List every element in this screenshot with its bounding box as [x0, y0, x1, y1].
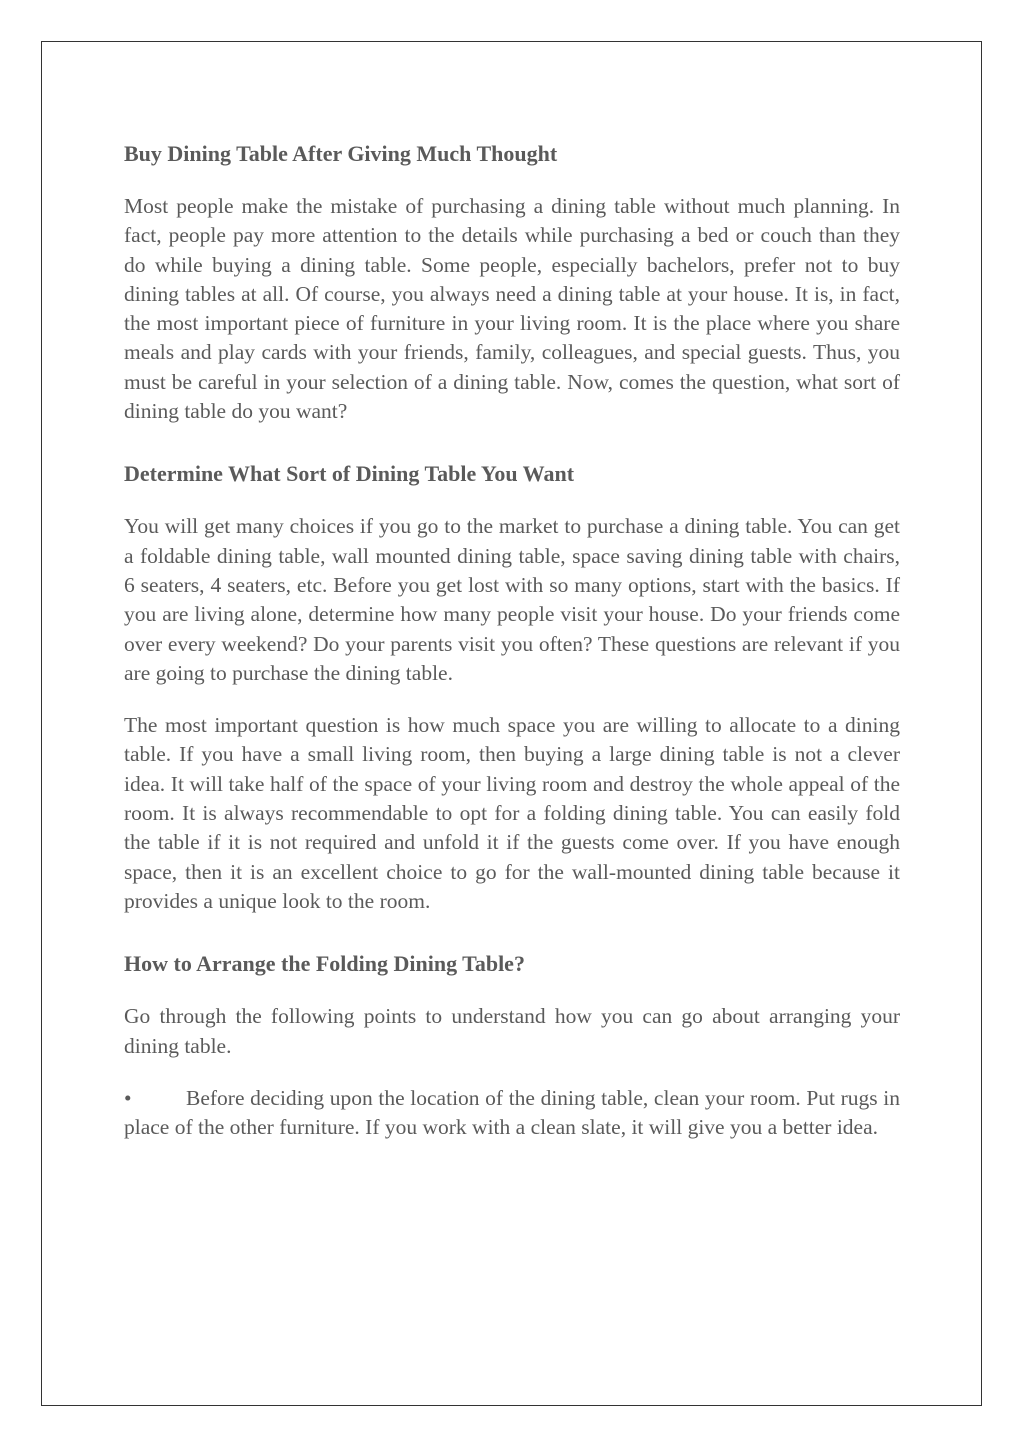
section-heading-determine-sort: Determine What Sort of Dining Table You Want — [124, 461, 575, 487]
document-body — [124, 138, 900, 1142]
bullet-item — [124, 1084, 900, 1143]
section-heading-buy-dining-table: Buy Dining Table After Giving Much Thought — [124, 141, 558, 166]
paragraph-space: The most important question is how much space you are willing to allocate to a dining table. If you have a small living room, then buying a large dining table is not a clever idea. It will take half of the space of your living room and destroy the whole appeal of the room. It is always recommendable to opt for a folding dining table. You can easily fold the table if it is not required and unfold it if the guests come over. If you have enough space, then it is an excellent choice to go for the wall-mounted dining table because it provides a unique look to the room. — [124, 713, 900, 913]
paragraph-intro: Most people make the mistake of purchasing a dining table without much planning. In fact, people pay more attention to the details while purchasing a bed or couch than they do while buying a dining table. Some people, especially bachelors, prefer not to buy dining tables at all. Of course, you always need a dining table at your house. It is, in fact, the most important piece of furniture in your living room. It is the place where you share meals and play cards with your friends, family, colleagues, and special guests. Thus, you must be careful in your selection of a dining table. Now, comes the question, what sort of dining table do you want? — [124, 194, 900, 424]
bullet-text: Before deciding upon the location of the dining table, clean your room. Put rugs in place of the other furniture. If you work with a clean slate, it will give you a better idea. — [124, 1085, 900, 1140]
paragraph-choices: You will get many choices if you go to the market to purchase a dining table. You can get a foldable dining table, wall mounted dining table, space saving dining table with chairs, 6 seaters, 4 seaters, etc. Before you get lost with so many options, start with the basics. If you are living alone, determine how many people visit your house. Do your friends come over every weekend? Do your parents visit you often? These questions are relevant if you are going to purchase the dining table. — [124, 514, 900, 685]
paragraph-following-points: Go through the following points to understand how you can go about arranging your dining table. — [124, 1004, 900, 1058]
section-heading-arrange-folding: How to Arrange the Folding Dining Table? — [124, 951, 525, 977]
bullet-marker: • — [124, 1085, 132, 1110]
